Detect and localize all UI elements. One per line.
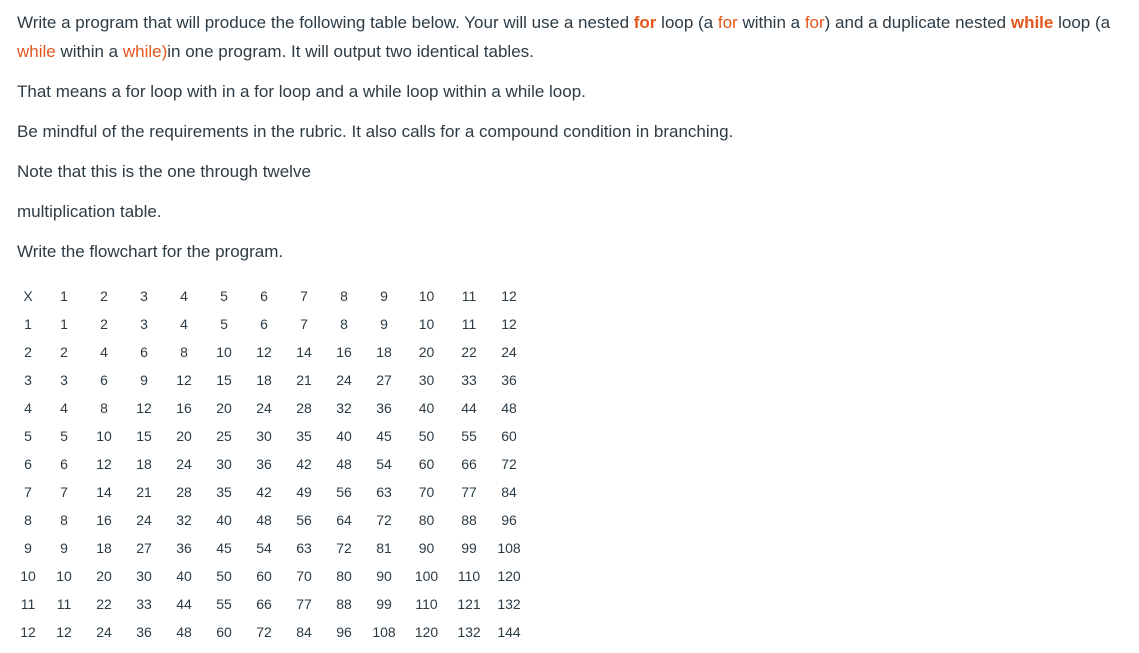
table-cell: 80 <box>336 568 352 584</box>
table-cell: 10 <box>418 316 435 332</box>
table-cell: 1 <box>60 316 68 332</box>
table-cell: 90 <box>376 568 392 584</box>
table-cell: 33 <box>461 372 477 388</box>
rubric-paragraph: Be mindful of the requirements in the rubric. It also calls for a compound condition in branching. <box>17 122 734 141</box>
table-cell: 12 <box>136 400 152 416</box>
table-cell: 70 <box>296 568 312 584</box>
table-cell: 72 <box>256 624 272 640</box>
table-cell: 27 <box>136 540 152 556</box>
table-cell: 66 <box>461 456 477 472</box>
table-cell: 55 <box>216 596 232 612</box>
table-cell: 8 <box>100 400 108 416</box>
table-cell: 88 <box>336 596 352 612</box>
table-row <box>12 478 529 506</box>
text-segment: Write a program that will produce the following table below. Your will use a nested <box>17 13 634 32</box>
table-cell: 4 <box>100 344 108 360</box>
table-row <box>12 422 529 450</box>
table-cell: 40 <box>336 428 352 444</box>
table-row-label: 9 <box>24 540 32 556</box>
table-row <box>12 394 529 422</box>
table-row <box>12 450 529 478</box>
table-cell: 3 <box>140 316 148 332</box>
table-cell: 108 <box>372 624 396 640</box>
table-cell: 45 <box>216 540 232 556</box>
table-header-cell: 8 <box>340 288 348 304</box>
table-cell: 132 <box>457 624 481 640</box>
table-cell: 16 <box>96 512 112 528</box>
table-cell: 42 <box>296 456 312 472</box>
table-cell: 84 <box>501 484 517 500</box>
table-cell: 14 <box>96 484 112 500</box>
table-row <box>12 618 529 646</box>
table-cell: 90 <box>418 540 435 556</box>
table-cell: 36 <box>256 456 272 472</box>
table-cell: 49 <box>296 484 312 500</box>
table-cell: 24 <box>501 344 517 360</box>
table-cell: 15 <box>136 428 152 444</box>
table-row-label: 5 <box>24 428 32 444</box>
table-cell: 30 <box>136 568 152 584</box>
table-cell: 32 <box>176 512 192 528</box>
table-cell: 72 <box>501 456 517 472</box>
table-header-cell: 2 <box>100 288 108 304</box>
table-cell: 96 <box>336 624 352 640</box>
table-cell: 2 <box>60 344 68 360</box>
table-cell: 60 <box>418 456 435 472</box>
table-cell: 60 <box>216 624 232 640</box>
table-header-cell: 11 <box>461 288 477 304</box>
table-cell: 77 <box>461 484 477 500</box>
text-segment: within a <box>55 42 123 61</box>
instructions-paragraph <box>17 8 1139 66</box>
flowchart-paragraph: Write the flowchart for the program. <box>17 242 284 261</box>
table-cell: 15 <box>216 372 232 388</box>
table-row-label: 2 <box>24 344 32 360</box>
table-cell: 72 <box>376 512 392 528</box>
table-cell: 6 <box>100 372 108 388</box>
table-cell: 7 <box>300 316 308 332</box>
table-row-label: 3 <box>24 372 32 388</box>
note-paragraph: Note that this is the one through twelve <box>17 162 311 181</box>
table-cell: 16 <box>176 400 192 416</box>
table-cell: 10 <box>56 568 72 584</box>
table-cell: 55 <box>461 428 477 444</box>
table-row-label: 8 <box>24 512 32 528</box>
table-cell: 18 <box>136 456 152 472</box>
table-cell: 22 <box>96 596 112 612</box>
table-header-cell: 3 <box>140 288 148 304</box>
table-cell: 64 <box>336 512 352 528</box>
table-cell: 60 <box>501 428 517 444</box>
keyword-for: for <box>804 13 825 32</box>
table-row <box>12 310 529 338</box>
table-row-label: 12 <box>20 624 36 640</box>
table-cell: 25 <box>216 428 232 444</box>
table-cell: 21 <box>296 372 312 388</box>
table-cell: 35 <box>296 428 312 444</box>
table-cell: 80 <box>418 512 435 528</box>
table-cell: 2 <box>100 316 108 332</box>
table-header-cell: 6 <box>260 288 268 304</box>
table-header-cell: 1 <box>60 288 68 304</box>
table-cell: 6 <box>60 456 68 472</box>
table-cell: 30 <box>418 372 435 388</box>
table-cell: 24 <box>336 372 352 388</box>
table-row <box>12 338 529 366</box>
table-cell: 9 <box>60 540 68 556</box>
table-cell: 45 <box>376 428 392 444</box>
table-cell: 110 <box>415 596 438 612</box>
table-row <box>12 366 529 394</box>
table-cell: 5 <box>220 316 228 332</box>
table-cell: 40 <box>216 512 232 528</box>
table-cell: 18 <box>376 344 392 360</box>
table-cell: 44 <box>461 400 477 416</box>
table-cell: 40 <box>176 568 192 584</box>
multiplication-table <box>12 282 529 646</box>
table-cell: 120 <box>497 568 521 584</box>
table-cell: 24 <box>136 512 152 528</box>
table-cell: 56 <box>336 484 352 500</box>
table-header-cell: 5 <box>220 288 228 304</box>
table-row <box>12 590 529 618</box>
table-cell: 6 <box>140 344 148 360</box>
table-row-label: 4 <box>24 400 32 416</box>
table-row <box>12 506 529 534</box>
table-cell: 12 <box>256 344 272 360</box>
keyword-while: while) <box>122 42 168 61</box>
table-cell: 36 <box>136 624 152 640</box>
table-cell: 70 <box>418 484 435 500</box>
text-segment: ) and a duplicate nested <box>824 13 1011 32</box>
table-cell: 99 <box>376 596 392 612</box>
table-cell: 66 <box>256 596 272 612</box>
table-cell: 22 <box>461 344 477 360</box>
table-cell: 56 <box>296 512 312 528</box>
table-row-label: 11 <box>20 596 36 612</box>
table-cell: 20 <box>418 344 435 360</box>
text-segment: within a <box>737 13 805 32</box>
table-cell: 14 <box>296 344 312 360</box>
table-header-row <box>12 282 529 310</box>
table-header-cell: X <box>23 288 33 304</box>
table-cell: 54 <box>376 456 392 472</box>
table-cell: 7 <box>60 484 68 500</box>
table-cell: 33 <box>136 596 152 612</box>
table-row <box>12 562 529 590</box>
table-cell: 77 <box>296 596 312 612</box>
table-cell: 60 <box>256 568 272 584</box>
table-row <box>12 534 529 562</box>
table-cell: 28 <box>296 400 312 416</box>
table-cell: 20 <box>216 400 232 416</box>
keyword-while: while <box>17 42 56 61</box>
table-row-label: 1 <box>24 316 32 332</box>
table-cell: 3 <box>60 372 68 388</box>
table-cell: 30 <box>256 428 272 444</box>
table-cell: 100 <box>414 568 439 584</box>
table-cell: 9 <box>140 372 148 388</box>
table-cell: 12 <box>501 316 517 332</box>
table-cell: 28 <box>176 484 192 500</box>
table-cell: 84 <box>296 624 312 640</box>
table-header-cell: 12 <box>501 288 517 304</box>
table-cell: 16 <box>336 344 352 360</box>
table-row-label: 6 <box>24 456 32 472</box>
table-cell: 11 <box>461 316 477 332</box>
text-segment: loop (a <box>656 13 718 32</box>
table-cell: 32 <box>336 400 352 416</box>
table-header-cell: 4 <box>180 288 188 304</box>
table-cell: 50 <box>216 568 232 584</box>
table-row-label: 10 <box>20 568 36 584</box>
table-cell: 12 <box>176 372 192 388</box>
table-cell: 4 <box>180 316 188 332</box>
table-cell: 99 <box>461 540 477 556</box>
table-cell: 24 <box>176 456 192 472</box>
table-cell: 12 <box>56 624 72 640</box>
table-cell: 44 <box>176 596 192 612</box>
table-cell: 48 <box>336 456 352 472</box>
table-cell: 108 <box>497 540 521 556</box>
table-cell: 11 <box>56 596 72 612</box>
keyword-for-bold: for <box>633 13 657 32</box>
table-cell: 42 <box>256 484 272 500</box>
table-cell: 9 <box>380 316 388 332</box>
table-cell: 20 <box>176 428 192 444</box>
table-cell: 18 <box>96 540 112 556</box>
keyword-while-bold: while <box>1010 13 1054 32</box>
table-cell: 96 <box>501 512 517 528</box>
text-segment: in one program. It will output two identical tables. <box>167 42 534 61</box>
table-cell: 27 <box>376 372 392 388</box>
loop-explanation-paragraph: That means a for loop with in a for loop and a while loop within a while loop. <box>17 82 586 101</box>
table-cell: 35 <box>216 484 232 500</box>
text-segment: loop (a <box>1053 13 1111 32</box>
table-cell: 121 <box>457 596 481 612</box>
table-cell: 12 <box>96 456 112 472</box>
table-cell: 110 <box>457 568 481 584</box>
table-cell: 63 <box>376 484 392 500</box>
table-header-cell: 9 <box>380 288 388 304</box>
table-cell: 50 <box>418 428 435 444</box>
table-row-label: 7 <box>24 484 32 500</box>
table-cell: 40 <box>418 400 435 416</box>
table-cell: 30 <box>216 456 232 472</box>
table-cell: 48 <box>501 400 517 416</box>
table-cell: 48 <box>256 512 272 528</box>
table-cell: 10 <box>96 428 112 444</box>
table-cell: 132 <box>497 596 521 612</box>
table-cell: 54 <box>256 540 272 556</box>
keyword-for: for <box>717 13 738 32</box>
table-header-cell: 10 <box>418 288 435 304</box>
table-cell: 4 <box>60 400 68 416</box>
table-cell: 36 <box>376 400 392 416</box>
table-cell: 8 <box>180 344 188 360</box>
table-cell: 72 <box>336 540 352 556</box>
table-cell: 18 <box>256 372 272 388</box>
table-name-paragraph: multiplication table. <box>17 202 162 221</box>
table-header-cell: 7 <box>300 288 308 304</box>
table-cell: 5 <box>60 428 68 444</box>
table-cell: 48 <box>176 624 192 640</box>
table-cell: 120 <box>414 624 439 640</box>
table-cell: 24 <box>256 400 272 416</box>
table-cell: 88 <box>461 512 477 528</box>
table-cell: 10 <box>216 344 232 360</box>
table-cell: 24 <box>96 624 112 640</box>
table-cell: 8 <box>340 316 348 332</box>
table-cell: 144 <box>497 624 521 640</box>
table-cell: 8 <box>60 512 68 528</box>
table-cell: 21 <box>136 484 152 500</box>
table-cell: 36 <box>501 372 517 388</box>
table-cell: 6 <box>260 316 268 332</box>
table-cell: 63 <box>296 540 312 556</box>
table-cell: 36 <box>176 540 192 556</box>
table-cell: 20 <box>96 568 112 584</box>
table-cell: 81 <box>376 540 392 556</box>
